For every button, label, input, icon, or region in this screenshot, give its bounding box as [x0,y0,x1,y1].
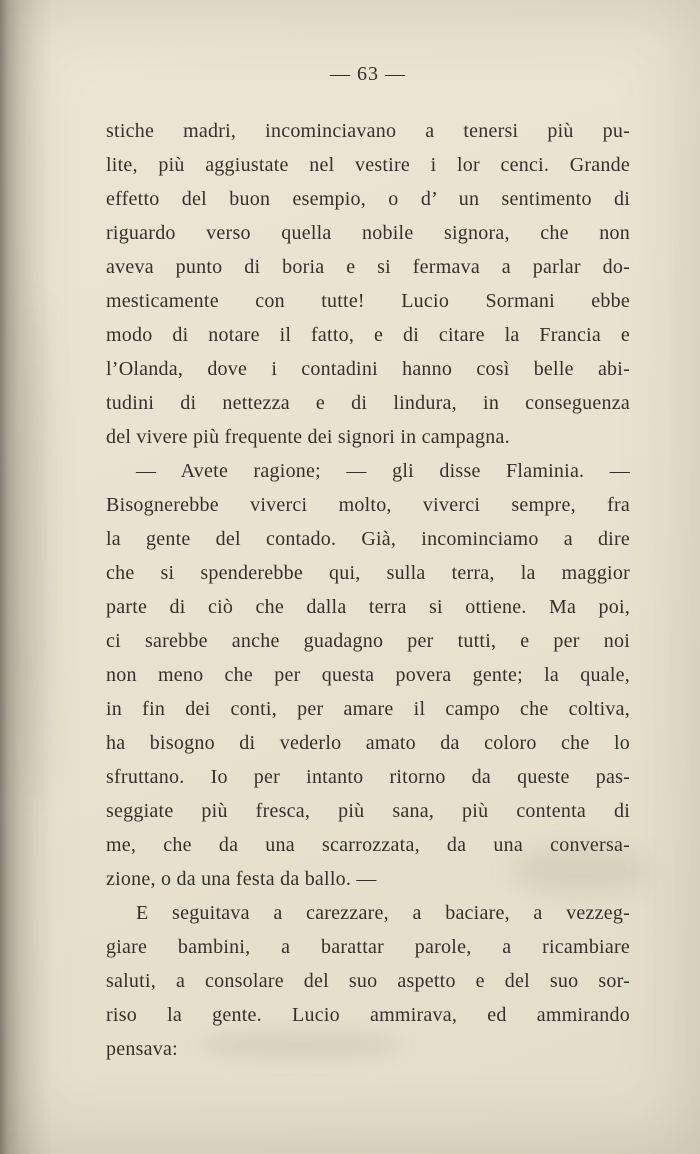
text-line: del vivere più frequente dei signori in campagna. [106,426,510,448]
text-line: mesticamente con tutte! Lucio Sormani ebbe [106,290,630,312]
text-line: E seguitava a carezzare, a baciare, a vezzeg- [136,902,630,924]
text-line: pensava: [106,1038,178,1060]
text-line: aveva punto di boria e si fermava a parlar do- [106,256,630,278]
text-line: modo di notare il fatto, e di citare la Francia e [106,324,630,346]
text-line: in fin dei conti, per amare il campo che coltiva, [106,698,630,720]
text-line: tudini di nettezza e di lindura, in conseguenza [106,392,630,414]
text-line: ha bisogno di vederlo amato da coloro che lo [106,732,630,754]
page-content [106,60,630,1066]
text-line: zione, o da una festa da ballo. — [106,868,377,890]
text-line: l’Olanda, dove i contadini hanno così belle abi- [106,358,630,380]
paragraph [106,114,630,454]
page-number: — 63 — [330,63,406,85]
text-line: seggiate più fresca, più sana, più contenta di [106,800,630,822]
text-line: Bisognerebbe viverci molto, viverci sempre, fra [106,494,630,516]
text-line: riso la gente. Lucio ammirava, ed ammirando [106,1004,630,1026]
text-line: ci sarebbe anche guadagno per tutti, e per noi [106,630,630,652]
text-line: che si spenderebbe qui, sulla terra, la maggior [106,562,630,584]
text-line: giare bambini, a barattar parole, a ricambiare [106,936,630,958]
text-line: — Avete ragione; — gli disse Flaminia. — [136,460,630,482]
text-line: lite, più aggiustate nel vestire i lor cenci. Grande [106,154,630,176]
text-line: saluti, a consolare del suo aspetto e del suo sor- [106,970,630,992]
paragraph [106,454,630,896]
text-line: sfruttano. Io per intanto ritorno da queste pas- [106,766,630,788]
text-line: me, che da una scarrozzata, da una conversa- [106,834,630,856]
text-line: la gente del contado. Già, incominciamo a dire [106,528,630,550]
text-line: stiche madri, incominciavano a tenersi più pu- [106,120,630,142]
text-line: riguardo verso quella nobile signora, che non [106,222,630,244]
paragraph [106,896,630,1066]
page-binding-shadow [0,0,52,1154]
text-block [106,114,630,1066]
text-line: parte di ciò che dalla terra si ottiene. Ma poi, [106,596,630,618]
paper-stain [20,300,50,800]
text-line: non meno che per questa povera gente; la quale, [106,664,630,686]
text-line: effetto del buon esempio, o d’ un sentimento di [106,188,630,210]
